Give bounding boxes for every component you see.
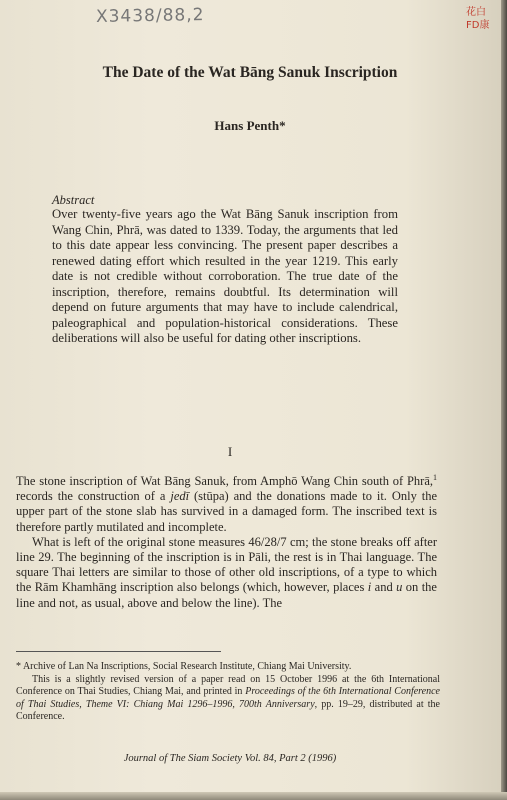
para1-text-b: records the construction of a <box>16 489 171 504</box>
para2-text-b: and <box>371 580 397 595</box>
paragraph-1 <box>16 474 437 535</box>
para2-term-u: u <box>396 580 403 595</box>
footnote-affiliation: * Archive of Lan Na Inscriptions, Social Research Institute, Chiang Mai University. <box>16 661 352 672</box>
article-title: The Date of the Wat Bāng Sanuk Inscription <box>102 64 398 81</box>
abstract-text: Over twenty-five years ago the Wat Bāng Sanuk inscription from Wang Chin, Phrā, was dated to 1339. Today, the arguments that led to this date appear less convincing. The present paper describes a renewed dating effort which resulted in the year 1219. This early date is not credible without corroboration. The true date of the inscription, therefore, remains doubtful. Its determination will depend on future arguments that may have to include calendrical, paleographical and population-historical considerations. These deliberations will also be useful for dating other inscriptions. <box>52 207 398 345</box>
para2-term-i: i <box>367 580 372 595</box>
footnote-publication-note <box>16 674 440 724</box>
para2-text-c: on the line and not, as usual, above and below the line). The <box>16 580 437 610</box>
article-author: Hans Penth* <box>214 118 286 133</box>
footnote-divider <box>16 651 221 652</box>
handwritten-stamp: 花白 FD康 <box>466 7 490 31</box>
fn2-proceedings-title: Proceedings of the 6th International Conference of Thai Studies, Theme VI: Chiang Mai 1296–1996, 700th Anniversary <box>16 686 440 710</box>
fn2-text-b: , pp. 19–29, distributed at the Conference. <box>16 698 440 723</box>
body-text <box>16 474 437 611</box>
abstract-label: Abstract <box>52 193 95 207</box>
handwritten-call-number: X3438/88,2 <box>95 5 205 27</box>
para1-term-jedi: jedī <box>170 489 190 504</box>
footnotes <box>16 661 440 724</box>
section-number: I <box>227 444 233 459</box>
footnote-ref-1[interactable]: 1 <box>433 472 437 482</box>
para2-text-a: What is left of the original stone measures 46/28/7 cm; the stone breaks off after line 29. The beginning of the inscription is in Pāli, the rest is in Thai language. The square Thai letters are similar to those of other old inscriptions, of a type to which the Rām Khamhāng inscription also belongs (which, however, places <box>16 534 437 595</box>
fn2-text-a: This is a slightly revised version of a paper read on 15 October 1996 at the 6th International Conference on Thai Studies, Chiang Mai, and printed in <box>16 673 440 698</box>
book-spine-shadow <box>501 0 507 800</box>
para1-text-c: (stūpa) and the donations made to it. Only the upper part of the stone slab has survived in a damaged form. The inscribed text is therefore partly mutilated and incomplete. <box>16 489 438 534</box>
para1-text-a: The stone inscription of Wat Bāng Sanuk, from Amphō Wang Chin south of Phrā, <box>16 474 433 488</box>
paragraph-2 <box>16 535 437 611</box>
page-bottom-edge <box>0 792 507 800</box>
journal-citation: Journal of The Siam Society Vol. 84, Part 2 (1996) <box>123 753 337 764</box>
